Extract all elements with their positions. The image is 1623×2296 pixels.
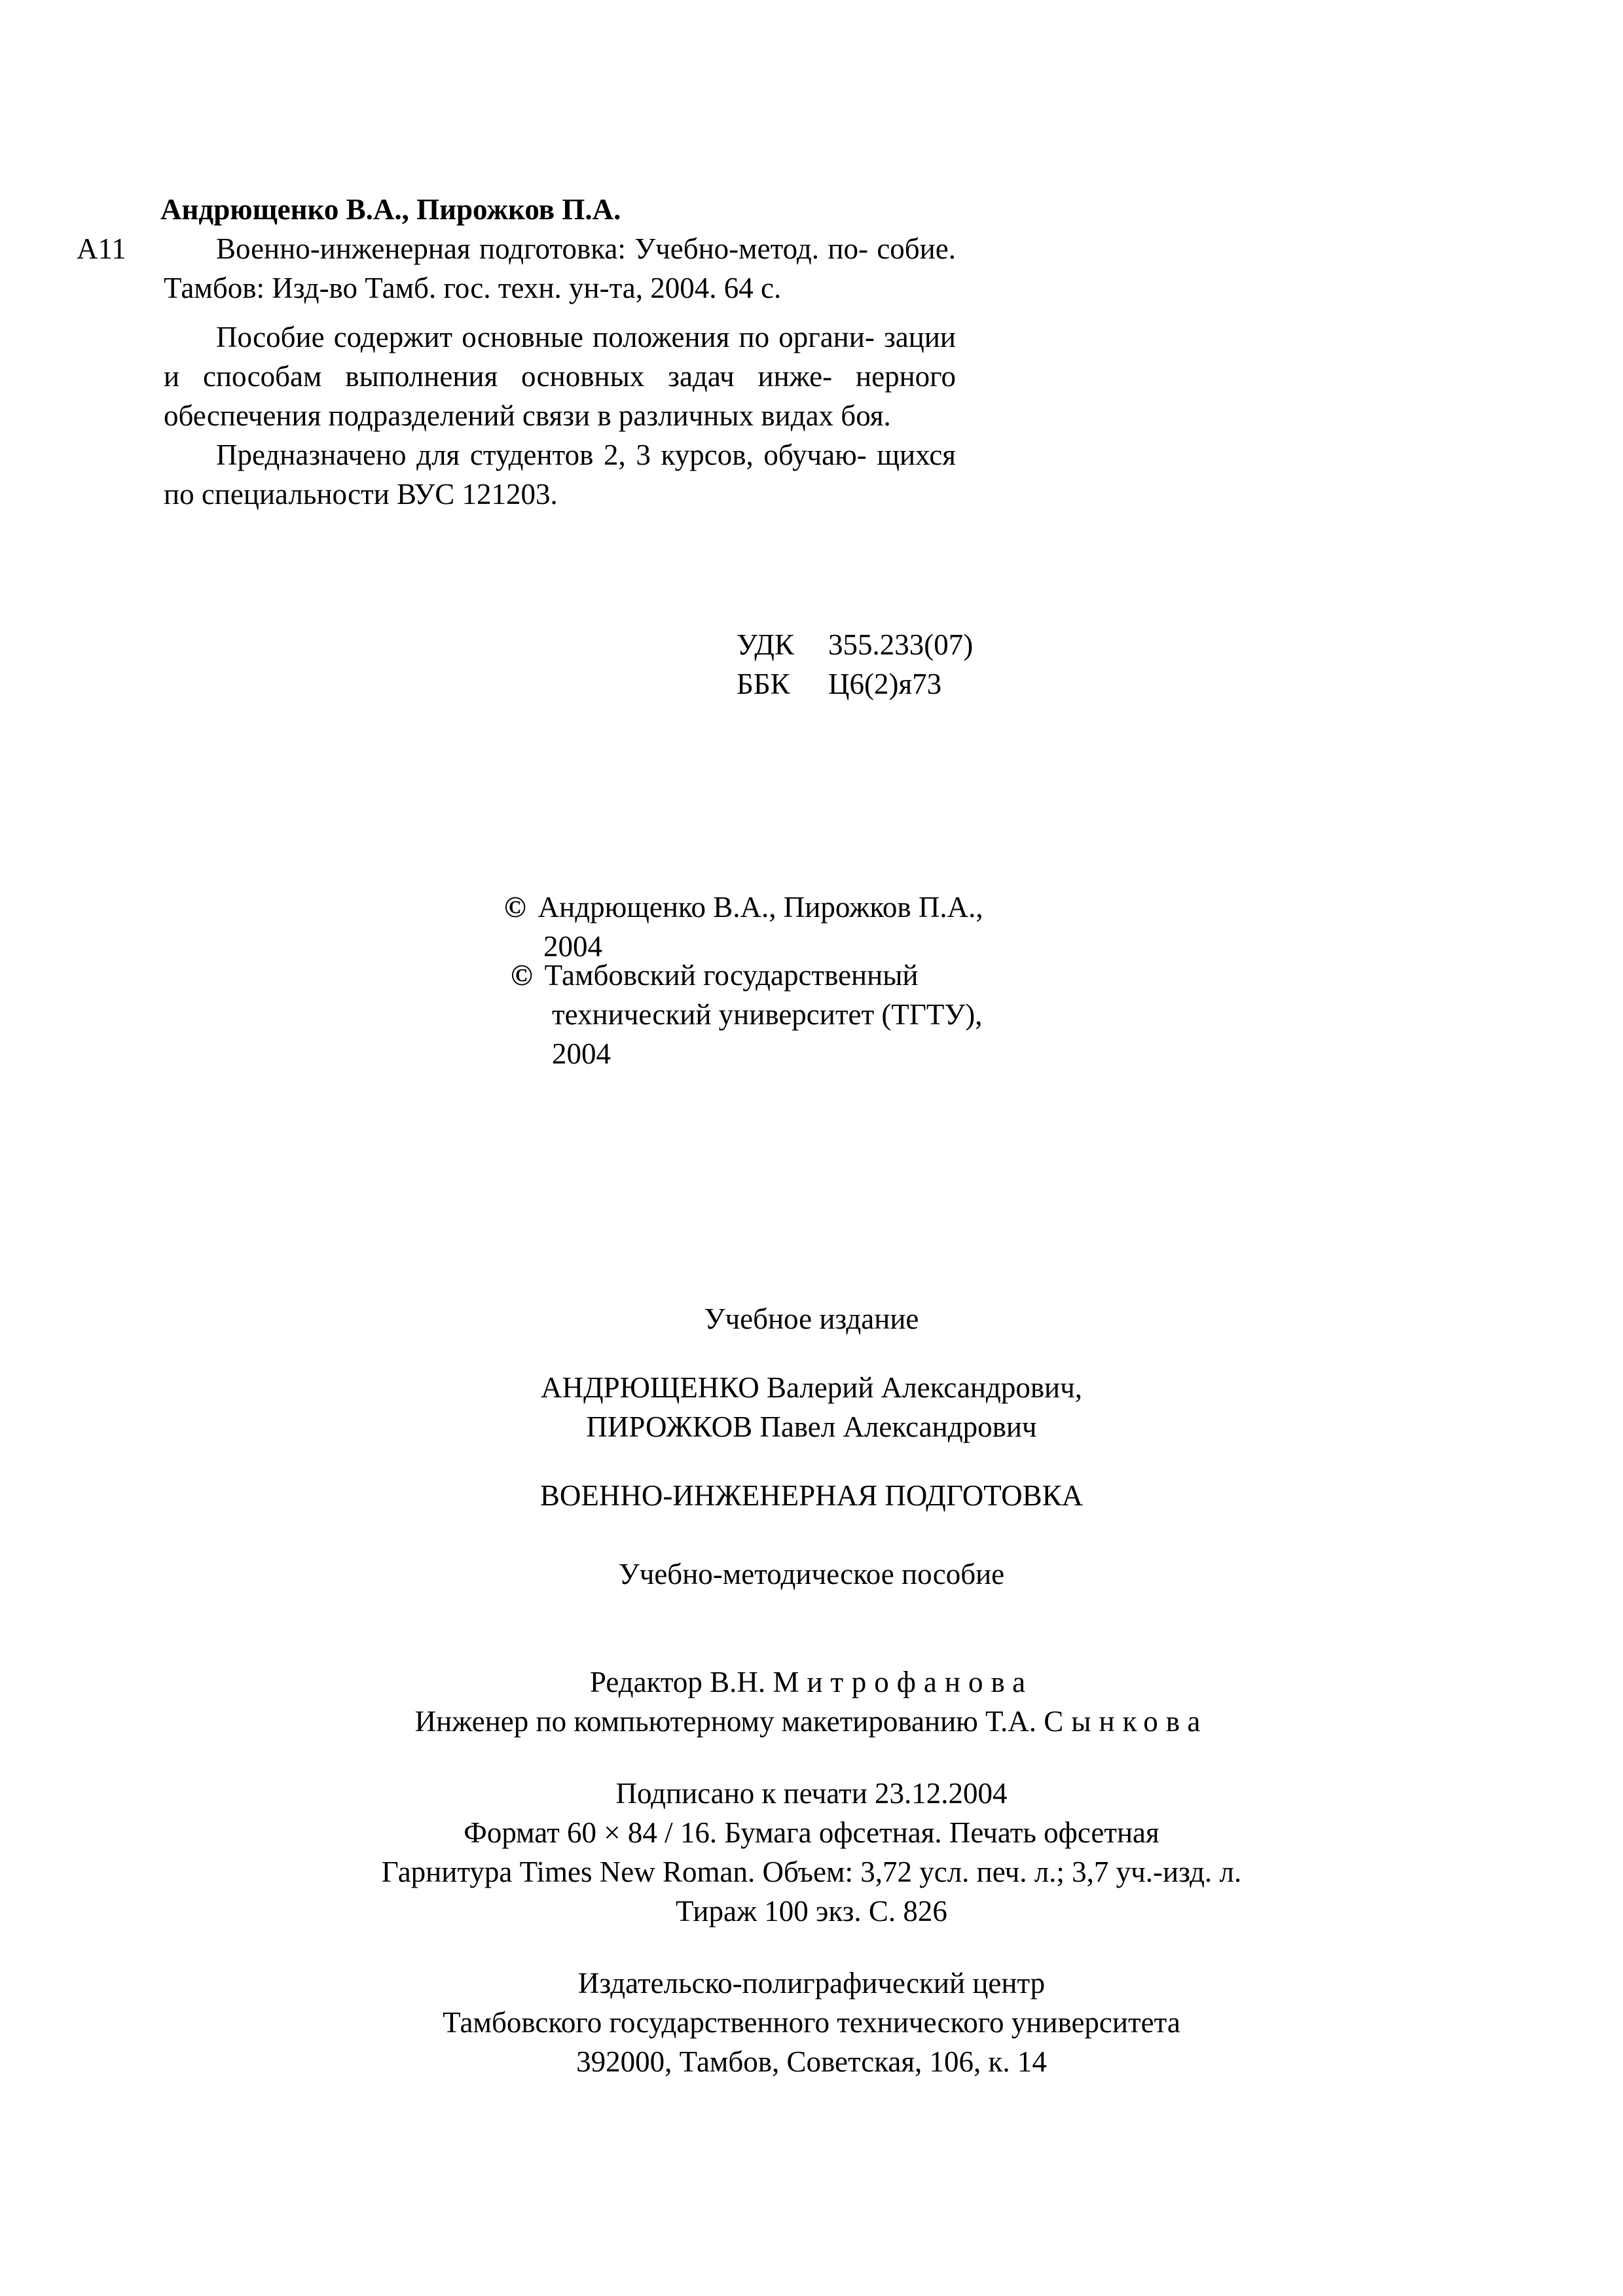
book-subtitle: Учебно-методическое пособие bbox=[618, 1558, 1005, 1590]
bibliographic-description bbox=[164, 229, 956, 514]
description-line: с. bbox=[761, 272, 782, 304]
copyright-authors bbox=[504, 888, 983, 966]
format-line: Формат 60 × 84 / 16. Бумага офсетная. Печать офсетная bbox=[464, 1816, 1159, 1849]
bbk-value: Ц6(2)я73 bbox=[828, 668, 942, 700]
book-title: ВОЕННО-ИНЖЕНЕРНАЯ ПОДГОТОВКА bbox=[539, 1479, 1084, 1512]
publisher-affiliation: Тамбовского государственного технического университета bbox=[443, 2006, 1180, 2039]
authors-heading: Андрющенко В.А., Пирожков П.А. bbox=[160, 193, 621, 226]
copyright-icon: © bbox=[504, 891, 526, 924]
description-line: собие. Тамбов: Изд-во Тамб. гос. техн. ун-та, 2004. 64 bbox=[164, 232, 956, 304]
udk-value: 355.233(07) bbox=[828, 628, 974, 661]
author-full-name: АНДРЮЩЕНКО Валерий Александрович, bbox=[540, 1371, 1083, 1404]
description-text bbox=[164, 229, 956, 308]
description-line: Военно-инженерная подготовка: Учебно-метод. по- bbox=[216, 232, 868, 265]
classification-codes bbox=[737, 625, 973, 704]
abstract-text bbox=[164, 317, 956, 435]
bbk-row bbox=[737, 664, 973, 704]
copyright-authors-year: 2004 bbox=[543, 930, 602, 963]
audience-line: щихся по специальности ВУС 121203. bbox=[164, 439, 956, 511]
abstract-line: нерного обеспечения подразделений связи в различных bbox=[164, 360, 957, 432]
publisher-address: 392000, Тамбов, Советская, 106, к. 14 bbox=[576, 2045, 1047, 2078]
publisher-name: Издательско-полиграфический центр bbox=[577, 1967, 1046, 2000]
udk-row bbox=[737, 625, 973, 664]
copyright-university bbox=[511, 956, 983, 1073]
audience-line: Предназначено для студентов 2, 3 курсов, обучаю- bbox=[216, 439, 867, 471]
copyright-university-line: Тамбовский государственный bbox=[544, 959, 919, 992]
copyright-university-year: 2004 bbox=[552, 1037, 611, 1070]
print-run-line: Тираж 100 экз. С. 826 bbox=[676, 1895, 947, 1928]
copyright-university-line: технический университет (ТГТУ), bbox=[552, 998, 983, 1031]
bbk-label: ББК bbox=[737, 668, 790, 700]
engineer-label: Инженер по компьютерному макетированию Т.А. bbox=[414, 1705, 1037, 1738]
copyright-icon: © bbox=[511, 959, 533, 992]
edition-type: Учебное издание bbox=[704, 1302, 919, 1335]
audience-text bbox=[164, 435, 956, 514]
udk-label: УДК bbox=[737, 628, 795, 661]
editor-name: Митрофанова bbox=[773, 1666, 1034, 1698]
editor-line bbox=[0, 1662, 1623, 1702]
abstract-line: зации и способам выполнения основных задач инже- bbox=[164, 321, 956, 393]
typeface-line: Гарнитура Times New Roman. Объем: 3,72 усл. печ. л.; 3,7 уч.-изд. л. bbox=[381, 1856, 1242, 1888]
editor-label: Редактор В.Н. bbox=[589, 1666, 766, 1698]
abstract-line: видах боя. bbox=[761, 399, 891, 432]
copyright-authors-holder: Андрющенко В.А., Пирожков П.А., bbox=[538, 891, 983, 924]
author-full-name: ПИРОЖКОВ Павел Александрович bbox=[586, 1410, 1037, 1443]
signed-for-print: Подписано к печати 23.12.2004 bbox=[615, 1777, 1008, 1810]
layout-engineer-line bbox=[0, 1702, 1623, 1741]
abstract-line: Пособие содержит основные положения по органи- bbox=[216, 321, 875, 353]
author-code: А11 bbox=[77, 232, 126, 265]
engineer-name: Сынкова bbox=[1044, 1705, 1209, 1738]
